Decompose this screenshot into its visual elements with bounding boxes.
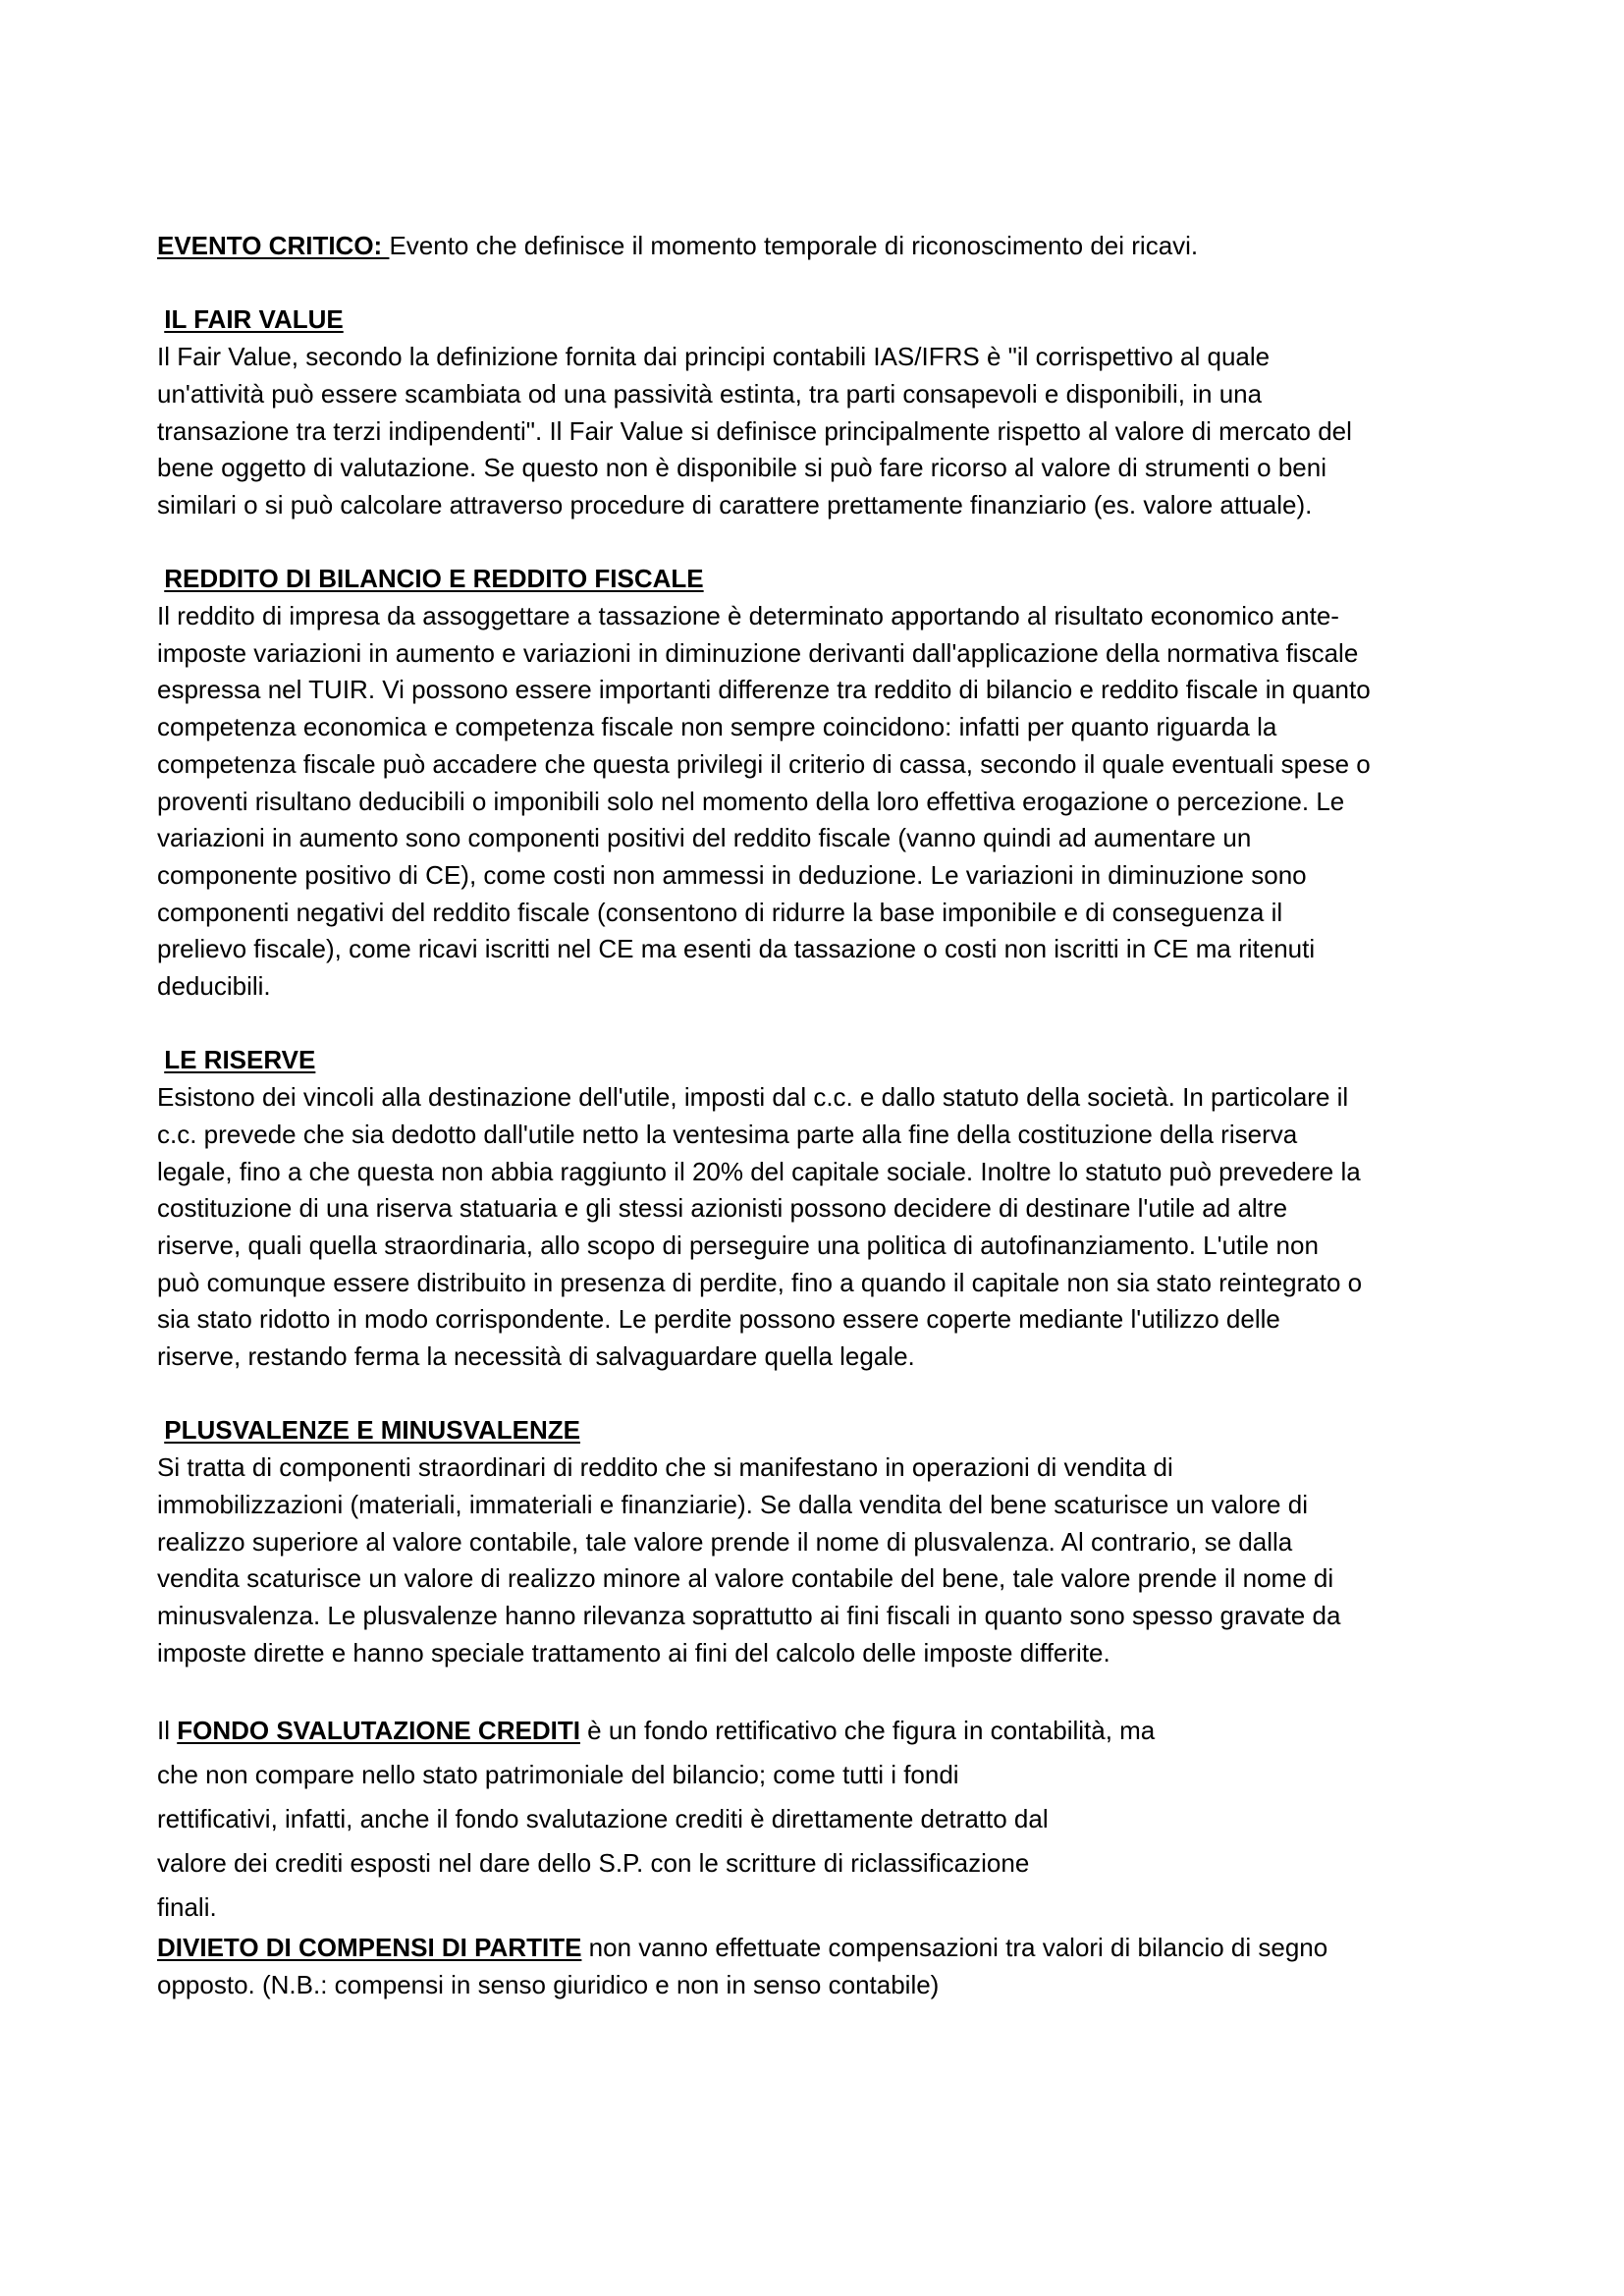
reddito-line: competenza economica e competenza fiscale non sempre coincidono: infatti per quanto riguarda la [157,712,1277,742]
section-gap [157,1006,1483,1043]
reddito-line: variazioni in aumento sono componenti positivi del reddito fiscale (vanno quindi ad aumentare un [157,823,1252,853]
plusvalenze-line: Si tratta di componenti straordinari di reddito che si manifestano in operazioni di vendita di [157,1452,1173,1483]
reddito-line: Il reddito di impresa da assoggettare a tassazione è determinato apportando al risultato economico ante- [157,601,1339,630]
fondo-line: finali. [157,1892,217,1923]
plusvalenze-heading: PLUSVALENZE E MINUSVALENZE [164,1415,580,1446]
fondo-line: che non compare nello stato patrimoniale del bilancio; come tutti i fondi [157,1760,959,1790]
evento-critico-heading: EVENTO CRITICO: [157,231,390,260]
reddito-line: proventi risultano deducibili o imponibili solo nel momento della loro effettiva erogazione o percezione. Le [157,786,1345,816]
riserve-line: Esistono dei vincoli alla destinazione dell'utile, imposti dal c.c. e dallo statuto della società. In particolare il [157,1082,1349,1113]
plusvalenze-line: immobilizzazioni (materiali, immateriali e finanziarie). Se dalla vendita del bene scaturisce un valore di [157,1489,1308,1519]
divieto-section [157,1930,1483,2003]
plusvalenze-line: realizzo superiore al valore contabile, tale valore prende il nome di plusvalenza. Al contrario, se dalla [157,1526,1293,1557]
riserve-heading: LE RISERVE [164,1045,316,1075]
fair-value-section [157,301,1483,523]
riserve-line: riserve, quali quella straordinaria, allo scopo di perseguire una politica di autofinanziamento. L'utile non [157,1230,1319,1260]
reddito-section [157,561,1483,1005]
riserve-line: riserve, restando ferma la necessità di salvaguardare quella legale. [157,1341,915,1372]
fair-value-heading: IL FAIR VALUE [164,304,344,335]
divieto-second-line: opposto. (N.B.: compensi in senso giuridico e non in senso contabile) [157,1969,940,1999]
divieto-suffix: non vanno effettuate compensazioni tra valori di bilancio di segno [581,1933,1328,1963]
fondo-heading: FONDO SVALUTAZIONE CREDITI [177,1716,580,1746]
evento-critico-paragraph [157,228,1483,265]
riserve-heading-line [157,1042,1483,1079]
plusvalenze-line: imposte dirette e hanno speciale trattamento ai fini del calcolo delle imposte differite. [157,1637,1110,1667]
reddito-line: deducibili. [157,971,271,1002]
section-gap [157,524,1483,562]
riserve-line: costituzione di una riserva statuaria e gli stessi azionisti possono decidere di destinare l'utile ad altre [157,1193,1288,1224]
fondo-section [157,1709,1218,1930]
fair-value-line: transazione tra terzi indipendenti". Il Fair Value si definisce principalmente rispetto al valore di mercato del [157,415,1352,446]
riserve-line: può comunque essere distribuito in presenza di perdite, fino a quando il capitale non sia stato reintegrato o [157,1267,1363,1297]
riserve-line: c.c. prevede che sia dedotto dall'utile netto la ventesima parte alla fine della costituzione della riserva [157,1119,1298,1149]
fair-value-line: Il Fair Value, secondo la definizione fornita dai principi contabili IAS/IFRS è "il corrispettivo al quale [157,342,1271,372]
reddito-line: prelievo fiscale), come ricavi iscritti nel CE ma esenti da tassazione o costi non iscritti in CE ma ritenuti [157,934,1316,964]
section-gap [157,1376,1483,1413]
fondo-prefix: Il [157,1716,178,1746]
divieto-first-line [157,1930,1483,1967]
fair-value-line: un'attività può essere scambiata od una passività estinta, tra parti consapevoli e disponibili, in una [157,378,1263,409]
fondo-line: valore dei crediti esposti nel dare dello S.P. con le scritture di riclassificazione [157,1848,1030,1879]
riserve-line: sia stato ridotto in modo corrispondente. Le perdite possono essere coperte mediante l'utilizzo delle [157,1304,1280,1335]
reddito-heading-line [157,561,1483,598]
fondo-line: rettificativi, infatti, anche il fondo svalutazione crediti è direttamente detratto dal [157,1804,1049,1834]
reddito-heading: REDDITO DI BILANCIO E REDDITO FISCALE [164,564,704,594]
reddito-line: componente positivo di CE), come costi non ammessi in deduzione. Le variazioni in diminuzione sono [157,859,1307,890]
reddito-line: imposte variazioni in aumento e variazioni in diminuzione derivanti dall'applicazione della normativa fiscale [157,637,1359,668]
plusvalenze-heading-line [157,1412,1483,1449]
riserve-section [157,1042,1483,1375]
fair-value-line: similari o si può calcolare attraverso procedure di carattere prettamente finanziario (es. valore attuale). [157,489,1313,519]
reddito-line: espressa nel TUIR. Vi possono essere importanti differenze tra reddito di bilancio e reddito fiscale in quanto [157,675,1371,705]
plusvalenze-section [157,1412,1483,1671]
divieto-heading: DIVIETO DI COMPENSI DI PARTITE [157,1933,582,1963]
evento-critico-text: Evento che definisce il momento temporale di riconoscimento dei ricavi. [389,231,1199,260]
section-gap [157,1671,1483,1709]
document-content [157,228,1483,2003]
section-gap [157,265,1483,302]
fondo-suffix: è un fondo rettificativo che figura in contabilità, ma [579,1716,1156,1746]
reddito-line: competenza fiscale può accadere che questa privilegi il criterio di cassa, secondo il quale eventuali spese o [157,748,1371,779]
reddito-line: componenti negativi del reddito fiscale (consentono di ridurre la base imponibile e di conseguenza il [157,897,1283,927]
fair-value-heading-line [157,301,1483,339]
plusvalenze-line: minusvalenza. Le plusvalenze hanno rilevanza soprattutto ai fini fiscali in quanto sono spesso gravate da [157,1600,1341,1630]
plusvalenze-line: vendita scaturisce un valore di realizzo minore al valore contabile del bene, tale valore prende il nome di [157,1563,1334,1594]
riserve-line: legale, fino a che questa non abbia raggiunto il 20% del capitale sociale. Inoltre lo statuto può prevedere la [157,1156,1361,1186]
fair-value-line: bene oggetto di valutazione. Se questo non è disponibile si può fare ricorso al valore di strumenti o beni [157,453,1326,483]
fondo-first-line [157,1709,1218,1753]
